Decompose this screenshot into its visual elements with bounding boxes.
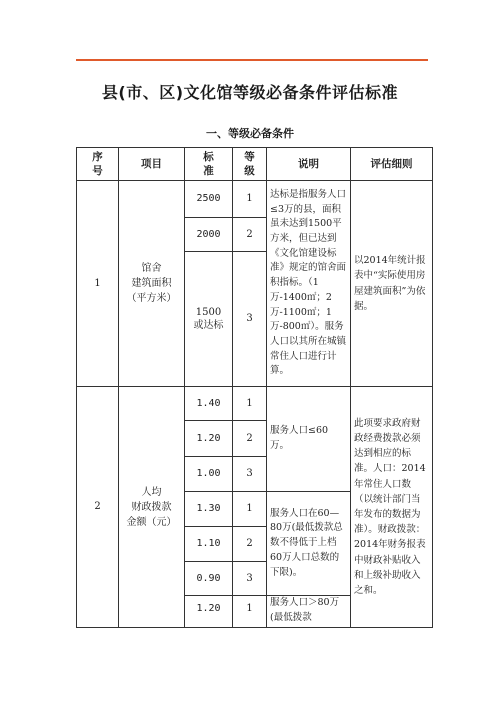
grade-value: 3 bbox=[233, 252, 267, 387]
standard-value: 1.20 bbox=[185, 596, 233, 628]
standard-value: 2000 bbox=[185, 218, 233, 252]
row-explanation: 服务人口≤60万。 bbox=[267, 387, 351, 492]
table-row bbox=[77, 387, 433, 421]
row-item: 人均 财政拨款 金额（元） bbox=[119, 387, 185, 628]
standard-value: 0.90 bbox=[185, 562, 233, 596]
header-rule bbox=[76, 59, 428, 61]
row-detail: 以2014年统计报表中“实际使用房屋建筑面积”为依据。 bbox=[351, 181, 433, 387]
table-header-row bbox=[77, 148, 433, 181]
grade-value: 1 bbox=[233, 596, 267, 628]
standard-value: 1.30 bbox=[185, 492, 233, 527]
header-explanation: 说明 bbox=[267, 148, 351, 181]
grade-value: 2 bbox=[233, 218, 267, 252]
header-detail: 评估细则 bbox=[351, 148, 433, 181]
standard-value: 2500 bbox=[185, 181, 233, 218]
row-detail: 此项要求政府财政经费拨款必须达到相应的标准。人口：2014年常住人口数（以统计部门当年发布的数据为准）。财政拨款：2014年财务报表中财政补贴收入和上级补助收入之和。 bbox=[351, 387, 433, 628]
table-row bbox=[77, 181, 433, 218]
row-explanation: 达标是指服务人口≤3万的县，面积虽未达到1500平方米，但已达到《文化馆建设标准》规定的馆舍面积指标。（1万-1400㎡；2万-1100㎡；1万-800㎡）。服务人口以其所在城镇常住人口进行计算。 bbox=[267, 181, 351, 387]
header-item: 项目 bbox=[119, 148, 185, 181]
section-title: 一、等级必备条件 bbox=[206, 127, 294, 140]
row-item: 馆舍 建筑面积 （平方米） bbox=[119, 181, 185, 387]
standard-value: 1.10 bbox=[185, 527, 233, 562]
row-explanation: 服务人口＞80万(最低拨款 bbox=[267, 596, 351, 628]
row-explanation: 服务人口在60—80万(最低拨款总数不得低于上档60万人口总数的下限)。 bbox=[267, 492, 351, 596]
document-title: 县(市、区)文化馆等级必备条件评估标准 bbox=[101, 83, 399, 102]
standard-value: 1.00 bbox=[185, 457, 233, 492]
row-number: 1 bbox=[77, 181, 119, 387]
grade-value: 1 bbox=[233, 387, 267, 421]
standard-value: 1500 或达标 bbox=[185, 252, 233, 387]
grade-value: 1 bbox=[233, 181, 267, 218]
grading-table bbox=[76, 147, 433, 628]
grade-value: 3 bbox=[233, 457, 267, 492]
grade-value: 1 bbox=[233, 492, 267, 527]
standard-value: 1.40 bbox=[185, 387, 233, 421]
grade-value: 2 bbox=[233, 527, 267, 562]
standard-value: 1.20 bbox=[185, 421, 233, 457]
grade-value: 3 bbox=[233, 562, 267, 596]
header-grade: 等 级 bbox=[233, 148, 267, 181]
header-no: 序 号 bbox=[77, 148, 119, 181]
row-number: 2 bbox=[77, 387, 119, 628]
header-standard: 标 准 bbox=[185, 148, 233, 181]
grade-value: 2 bbox=[233, 421, 267, 457]
